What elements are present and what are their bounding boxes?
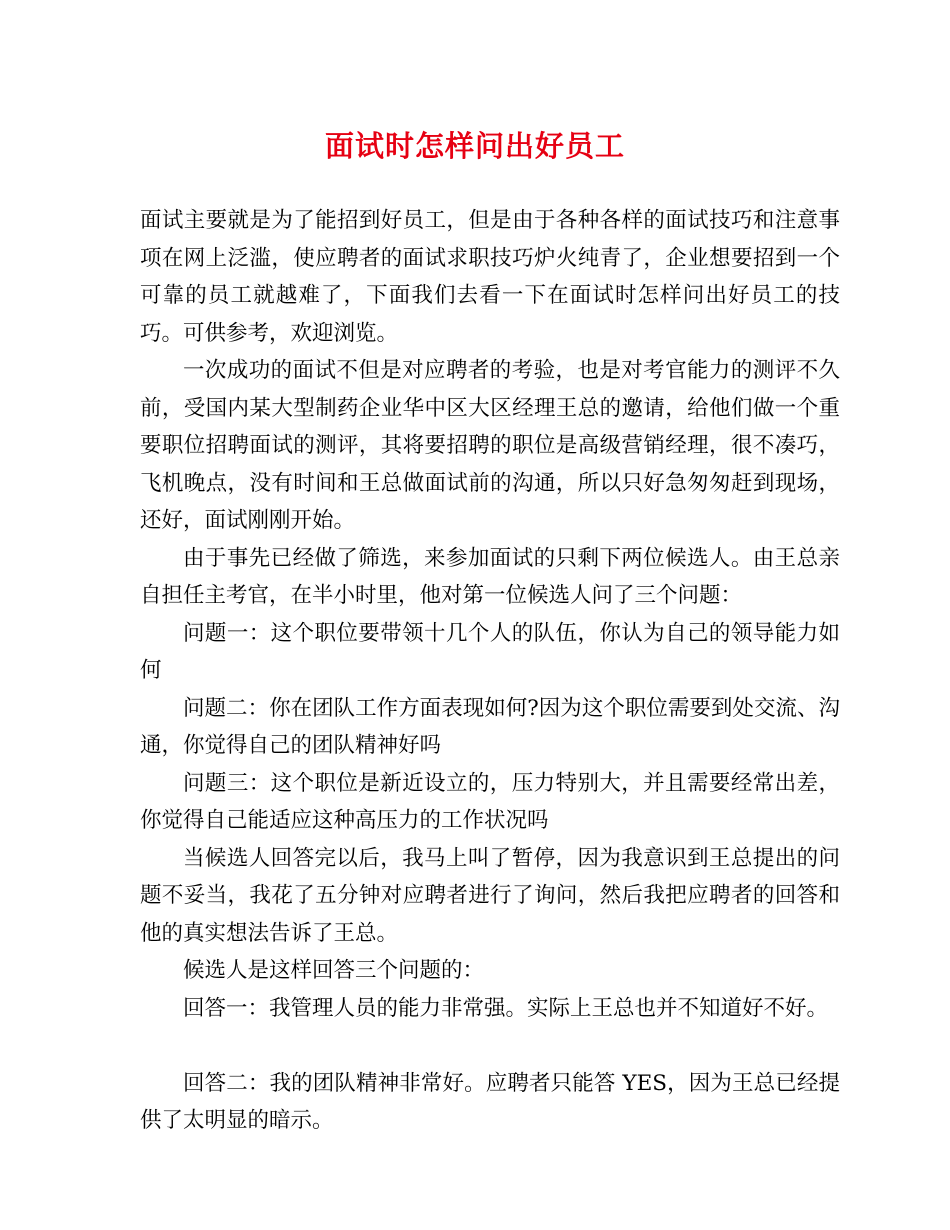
paragraph-story: 一次成功的面试不但是对应聘者的考验，也是对考官能力的测评不久前，受国内某大型制药企业华中区大区经理王总的邀请，给他们做一个重要职位招聘面试的测评，其将要招聘的职位是高级营销经理，很不凑巧，飞机晚点，没有时间和王总做面试前的沟通，所以只好急匆匆赶到现场，还好，面试刚刚开始。 <box>140 358 840 533</box>
blank-line <box>140 1027 840 1065</box>
paragraph-candidates: 由于事先已经做了筛选，来参加面试的只剩下两位候选人。由王总亲自担任主考官，在半小时里，他对第一位候选人问了三个问题： <box>140 545 840 608</box>
document-title: 面试时怎样问出好员工 <box>324 129 625 163</box>
paragraph-question-3: 问题三：这个职位是新近设立的，压力特别大，并且需要经常出差，你觉得自己能适应这种高压力的工作状况吗 <box>140 770 840 833</box>
paragraph-question-2: 问题二：你在团队工作方面表现如何?因为这个职位需要到处交流、沟通，你觉得自己的团队精神好吗 <box>140 695 840 758</box>
paragraph-answer-1: 回答一：我管理人员的能力非常强。实际上王总也并不知道好不好。 <box>183 995 829 1021</box>
paragraph-question-1: 问题一：这个职位要带领十几个人的队伍，你认为自己的领导能力如何 <box>140 620 840 683</box>
paragraph-answer-2: 回答二：我的团队精神非常好。应聘者只能答 YES，因为王总已经提供了太明显的暗示。 <box>140 1070 840 1133</box>
paragraph-answers-intro: 候选人是这样回答三个问题的： <box>183 958 485 983</box>
document-body <box>140 202 840 1140</box>
paragraph-intro: 面试主要就是为了能招到好员工，但是由于各种各样的面试技巧和注意事项在网上泛滥，使应聘者的面试求职技巧炉火纯青了，企业想要招到一个可靠的员工就越难了，下面我们去看一下在面试时怎样问出好员工的技巧。可供参考，欢迎浏览。 <box>140 208 840 346</box>
paragraph-pause: 当候选人回答完以后，我马上叫了暂停，因为我意识到王总提出的问题不妥当，我花了五分钟对应聘者进行了询问，然后我把应聘者的回答和他的真实想法告诉了王总。 <box>140 845 840 946</box>
